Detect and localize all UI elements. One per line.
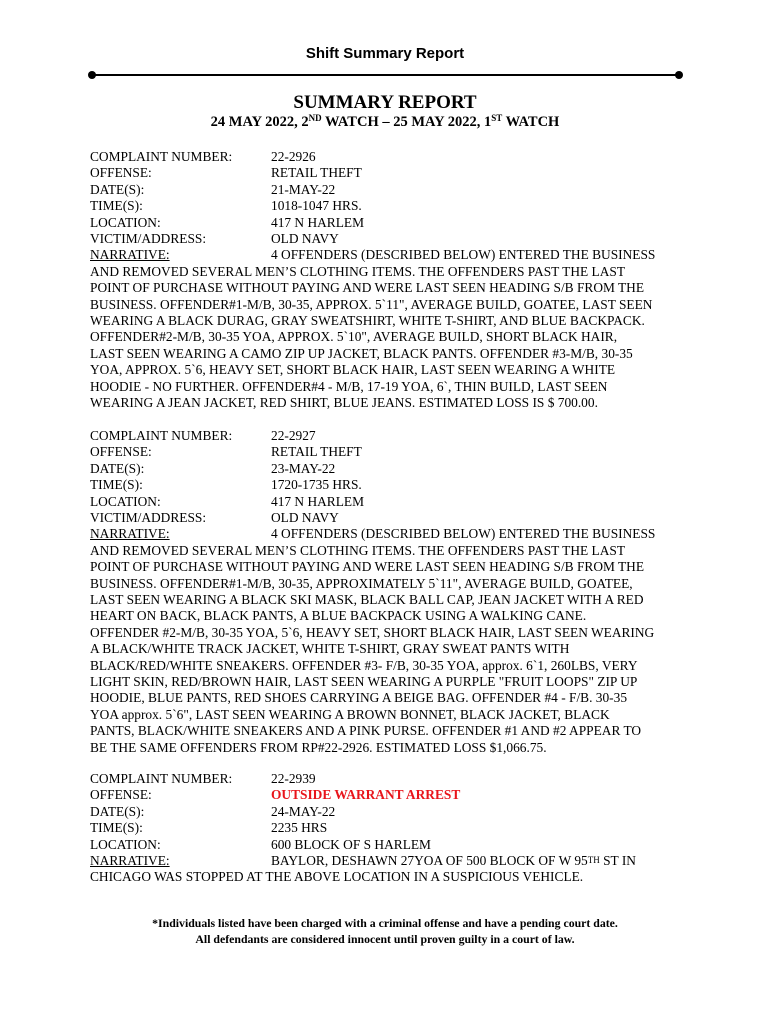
field-label: LOCATION: [90, 836, 161, 852]
field-label: LOCATION: [90, 493, 161, 509]
narrative-text: AND REMOVED SEVERAL MEN’S CLOTHING ITEMS. THE OFFENDERS PAST THE LAST POINT OF PURCHASE WITHOUT PAYING AND WERE LAST SEEN HEADING S/B FROM THE BUSINESS. OFFENDER#1-M/B, 30-35, APPROXIMATELY 5`11", AVERAGE BUILD, GOATEE, LAST SEEN WEARING A BLACK SKI MASK, BLACK BALL CAP, JEAN JACKET WITH A RED HEART ON BACK, BLACK PANTS, A BLUE BACKPACK USING A WALKING CANE. OFFENDER #2-M/B, 30-35 YOA, 5`6, HEAVY SET, SHORT BLACK HAIR, LAST SEEN WEARING A BLACK/WHITE TRACK JACKET, WHITE T-SHIRT, GRAY SWEAT PANTS WITH BLACK/RED/WHITE SNEAKERS. OFFENDER #3- F/B, 30-35 YOA, approx. 6`1, 260LBS, VERY LIGHT SKIN, RED/BROWN HAIR, LAST SEEN WEARING A PURPLE "FRUIT LOOPS" ZIP UP HOODIE, BLUE PANTS, RED SHOES CARRYING A BEIGE BAG. OFFENDER #4 - F/B. 30-35 YOA approx. 5`6", LAST SEEN WEARING A BROWN BONNET, BLACK JACKET, BLACK PANTS, BLACK/WHITE SNEAKERS AND A PINK PURSE. OFFENDER #1 AND #2 APPEAR TO BE THE SAME OFFENDERS FROM RP#22-2926. ESTIMATED LOSS $1,066.75. [90, 542, 655, 755]
field-row [90, 787, 690, 803]
field-label: OFFENSE: [90, 444, 152, 460]
field-label: DATE(S): [90, 803, 145, 819]
field-row [90, 444, 690, 460]
field-row [90, 215, 690, 231]
narrative-part: BAYLOR, DESHAWN 27YOA OF 500 BLOCK OF W 95 [271, 852, 588, 868]
field-label: VICTIM/ADDRESS: [90, 230, 207, 246]
field-row [90, 428, 690, 444]
field-label: COMPLAINT NUMBER: [90, 149, 233, 164]
complaint-entry [90, 149, 690, 411]
location-value: 417 N HARLEM [271, 493, 364, 509]
complaint-entry [90, 428, 690, 756]
field-label: OFFENSE: [90, 165, 152, 181]
offense-value: RETAIL THEFT [271, 165, 362, 181]
time-value: 2235 HRS [271, 820, 328, 836]
field-row [90, 510, 690, 526]
subtitle-part: WATCH [502, 114, 560, 130]
field-row [90, 494, 690, 510]
time-value: 1720-1735 HRS. [271, 477, 362, 493]
offense-value-highlighted: OUTSIDE WARRANT ARREST [271, 787, 461, 803]
narrative-text: AND REMOVED SEVERAL MEN’S CLOTHING ITEMS. THE OFFENDERS PAST THE LAST POINT OF PURCHASE WITHOUT PAYING AND WERE LAST SEEN HEADING S/B FROM THE BUSINESS. OFFENDER#1-M/B, 30-35, APPROX. 5`11", AVERAGE BUILD, GOATEE, LAST SEEN WEARING A BLACK DURAG, GRAY SWEATSHIRT, WHITE T-SHIRT, AND BLUE BACKPACK. OFFENDER#2-M/B, 30-35 YOA, APPROX. 5`10", AVERAGE BUILD, SHORT BLACK HAIR, LAST SEEN WEARING A CAMO ZIP UP JACKET, BLACK PANTS. OFFENDER #3-M/B, 30-35 YOA, APPROX. 5`6, HEAVY SET, SHORT BLACK HAIR, LAST SEEN WEARING A WHITE HOODIE - NO FURTHER. OFFENDER#4 - M/B, 17-19 YOA, 6`, THIN BUILD, LAST SEEN WEARING A JEAN JACKET, RED SHIRT, BLUE JEANS. ESTIMATED LOSS IS $ 700.00. [90, 263, 653, 410]
footer-line: All defendants are considered innocent until proven guilty in a court of law. [195, 932, 575, 946]
field-row [90, 771, 690, 787]
field-row [90, 461, 690, 477]
field-label: DATE(S): [90, 460, 145, 476]
field-row [90, 804, 690, 820]
field-label: DATE(S): [90, 181, 145, 197]
field-row [90, 165, 690, 181]
date-value: 24-MAY-22 [271, 803, 336, 819]
footer-disclaimer [0, 915, 770, 947]
field-label: COMPLAINT NUMBER: [90, 428, 233, 443]
footer-line: *Individuals listed have been charged with a criminal offense and have a pending court date. [152, 916, 618, 930]
offense-value: RETAIL THEFT [271, 444, 362, 460]
location-value: 417 N HARLEM [271, 214, 364, 230]
field-row [90, 149, 690, 165]
complaint-number: 22-2926 [271, 149, 316, 164]
victim-address-value: OLD NAVY [271, 230, 339, 246]
complaint-number: 22-2939 [271, 771, 316, 786]
victim-address-value: OLD NAVY [271, 509, 339, 525]
field-row [90, 853, 690, 869]
field-label: TIME(S): [90, 820, 143, 836]
narrative-first-line: 4 OFFENDERS (DESCRIBED BELOW) ENTERED THE BUSINESS [271, 526, 656, 542]
field-row [90, 820, 690, 836]
narrative-label: NARRATIVE: [90, 852, 170, 868]
field-label: VICTIM/ADDRESS: [90, 509, 207, 525]
field-label: TIME(S): [90, 477, 143, 493]
header-rule [92, 74, 679, 76]
narrative-label: NARRATIVE: [90, 247, 170, 263]
date-value: 21-MAY-22 [271, 181, 336, 197]
report-title: SUMMARY REPORT [293, 92, 477, 113]
narrative-label: NARRATIVE: [90, 526, 170, 542]
subtitle-part: WATCH – 25 MAY 2022, 1 [321, 114, 492, 130]
document-header-title: Shift Summary Report [305, 45, 465, 62]
narrative-first-line [271, 853, 636, 869]
subtitle-superscript: ND [308, 113, 322, 123]
field-row [90, 198, 690, 214]
narrative-part: ST IN [599, 852, 636, 868]
field-label: TIME(S): [90, 198, 143, 214]
field-label: OFFENSE: [90, 787, 152, 803]
rule-right-dot [675, 71, 683, 79]
location-value: 600 BLOCK OF S HARLEM [271, 836, 431, 852]
field-row [90, 837, 690, 853]
complaint-entry [90, 771, 690, 886]
narrative-first-line: 4 OFFENDERS (DESCRIBED BELOW) ENTERED THE BUSINESS [271, 247, 656, 263]
subtitle-part: 24 MAY 2022, 2 [210, 114, 309, 130]
field-row [90, 182, 690, 198]
field-label: COMPLAINT NUMBER: [90, 771, 233, 786]
time-value: 1018-1047 HRS. [271, 198, 362, 214]
narrative-superscript: TH [587, 854, 600, 865]
field-row [90, 526, 690, 542]
report-subtitle [0, 114, 770, 131]
narrative-text: CHICAGO WAS STOPPED AT THE ABOVE LOCATION IN A SUSPICIOUS VEHICLE. [90, 869, 584, 885]
field-row [90, 477, 690, 493]
field-row [90, 247, 690, 263]
subtitle-superscript: ST [491, 113, 503, 123]
complaint-number: 22-2927 [271, 428, 316, 443]
field-row [90, 231, 690, 247]
field-label: LOCATION: [90, 214, 161, 230]
date-value: 23-MAY-22 [271, 460, 336, 476]
